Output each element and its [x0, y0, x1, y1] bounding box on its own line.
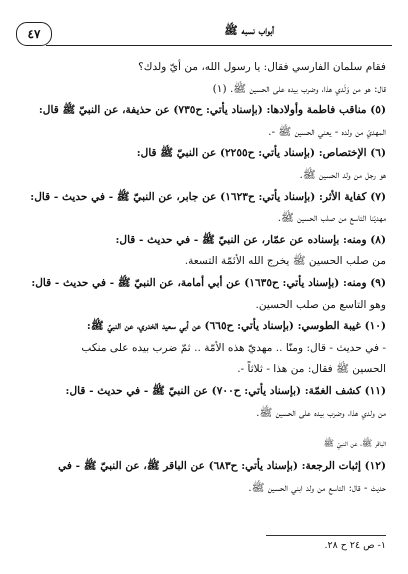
text-line: مهديّنا التاسع من صلب الحسين ﷺ. [277, 212, 386, 225]
hadith-heading: (٨) ومنه: بإسناده عن عمّار، عن النبيّ ﷺ - في حديث - قال: [115, 233, 386, 246]
text-line: من صلب الحسين ﷺ يخرج الله الأئمّة التسعة. [184, 255, 386, 268]
section-subheading: الباقر ﷺ، عن النبيّ ﷺ [323, 439, 386, 450]
text-line: من ولدي هذا، وضرب بيده على الحسين ﷺ. [256, 406, 386, 419]
hadith-heading: (٥) مناقب فاطمة وأولادها: (بإسناد يأتي: ح٧٣٥) عن حذيفة، عن النبيّ ﷺ قال: [38, 104, 386, 117]
page-number-badge: ٤٧ [16, 22, 52, 46]
page-header [16, 22, 392, 46]
hadith-heading: (٩) ومنه: (بإسناد يأتي: ح١٦٣٥) عن أبي أمامة، عن النبيّ ﷺ - في حديث - قال: [31, 276, 386, 289]
hadith-heading: (١٠) غيبة الطوسي: (بإسناد يأتي: ح٦٦٥) عن أبي سعيد الخدري، عن النبيّ ﷺ: [86, 320, 386, 333]
footnote-divider [266, 535, 386, 536]
page-body [22, 57, 386, 499]
hadith-heading: (٧) كفاية الأثر: (بإسناد يأتي: ح١٦٢٣) عن جابر، عن النبيّ ﷺ - في حديث - قال: [30, 190, 386, 203]
text-line: الحسين ﷺ فقال: من هذا - ثلاثاً -. [237, 363, 386, 376]
header-rule [46, 45, 392, 46]
text-line: وهو التاسع من صلب الحسين. [255, 298, 386, 311]
footnote: ١- ص ٢٤ ح ٢٨. [324, 540, 386, 551]
hadith-heading: (٦) الإختصاص: (بإسناد يأتي: ح٢٢٥٥) عن النبيّ ﷺ قال: [136, 147, 386, 160]
hadith-heading: (١١) كشف الغمّة: (بإسناد يأتي: ح٧٠٠) عن النبيّ ﷺ - في حديث - قال: [65, 384, 386, 397]
hadith-heading: (١٢) إثبات الرجعة: (بإسناد يأتي: ح٦٨٣) عن الباقر ﷺ، عن النبيّ ﷺ - في [58, 460, 386, 473]
text-line: قال: هو من وَلَدي هذا، وضرب بيده على الحسين ﷺ. (١) [212, 82, 386, 95]
text-line: المهديّ من ولده - يعني الحسين ﷺ -. [268, 125, 386, 138]
text-line: فقام سلمان الفارسي فقال: يا رسول الله، من أيّ ولدك؟ [138, 61, 386, 73]
text-line: حديث - قال: التاسع من ولد ابني الحسين ﷺ. [248, 481, 386, 494]
header-title: أبواب نسبه ﷺ [224, 24, 274, 37]
text-line: هو رجل من ولد الحسين ﷺ. [299, 168, 386, 181]
text-line: - في حديث - قال: ومنّا .. مهديّ هذه الأمّة .. ثمّ ضرب بيده على منكب [81, 341, 386, 354]
